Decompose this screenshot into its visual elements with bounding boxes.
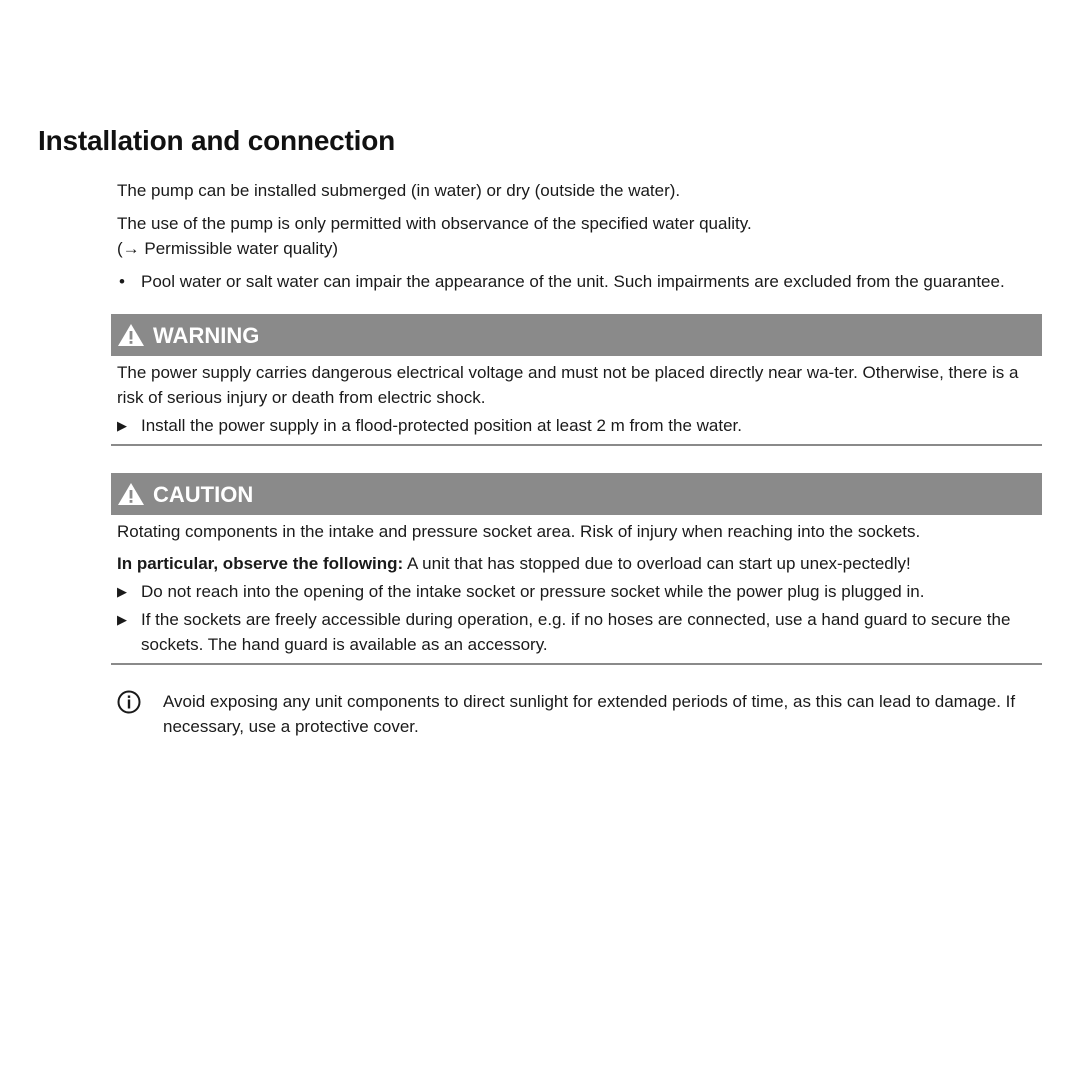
caution-body — [111, 515, 1042, 663]
warning-title: WARNING — [153, 322, 260, 348]
caution-emphasis — [117, 551, 1042, 576]
caution-title: CAUTION — [153, 481, 254, 507]
arrow-icon: ▶ — [117, 584, 127, 599]
intro-paragraph-1: The pump can be installed submerged (in water) or dry (outside the water). — [117, 181, 681, 200]
arrow-icon: ▶ — [117, 612, 127, 627]
caution-header — [111, 473, 1042, 515]
arrow-icon: ▶ — [117, 418, 127, 433]
caution-action-1-text: Do not reach into the opening of the intake socket or pressure socket while the power plug is plugged in. — [141, 582, 925, 601]
warning-triangle-icon — [117, 323, 145, 347]
warning-box — [111, 314, 1042, 446]
caution-emphasis-label: In particular, observe the following: — [117, 554, 404, 573]
caution-action-1 — [117, 579, 1042, 604]
guarantee-bullet-text: Pool water or salt water can impair the appearance of the unit. Such impairments are excluded from the guarantee. — [141, 272, 1005, 291]
guarantee-bullet — [117, 269, 1042, 294]
warning-action — [117, 413, 1042, 438]
bullet-dot: • — [119, 272, 125, 291]
warning-body — [111, 356, 1042, 444]
caution-action-2 — [117, 607, 1042, 657]
warning-text: The power supply carries dangerous electrical voltage and must not be placed directly near wa-ter. Otherwise, there is a risk of serious injury or death from electric shock. — [117, 363, 1019, 407]
caution-text: Rotating components in the intake and pressure socket area. Risk of injury when reaching into the sockets. — [117, 522, 921, 541]
intro-paragraph-2: The use of the pump is only permitted with observance of the specified water quality. — [117, 214, 752, 233]
section-content — [117, 178, 1042, 739]
water-quality-reference: (→ Permissible water quality) — [117, 239, 339, 258]
warning-triangle-icon — [117, 482, 145, 506]
info-note — [117, 689, 1042, 739]
caution-action-2-text: If the sockets are freely accessible during operation, e.g. if no hoses are connected, use a hand guard to secure the sockets. The hand guard is available as an accessory. — [141, 610, 1011, 654]
warning-header — [111, 314, 1042, 356]
caution-emphasis-text: A unit that has stopped due to overload can start up unex-pectedly! — [403, 554, 911, 573]
info-note-text: Avoid exposing any unit components to direct sunlight for extended periods of time, as this can lead to damage. If necessary, use a protective cover. — [163, 692, 1016, 736]
warning-action-text: Install the power supply in a flood-protected position at least 2 m from the water. — [141, 416, 742, 435]
caution-box — [111, 473, 1042, 665]
section-heading: Installation and connection — [38, 125, 396, 156]
info-circle-icon — [117, 690, 141, 714]
